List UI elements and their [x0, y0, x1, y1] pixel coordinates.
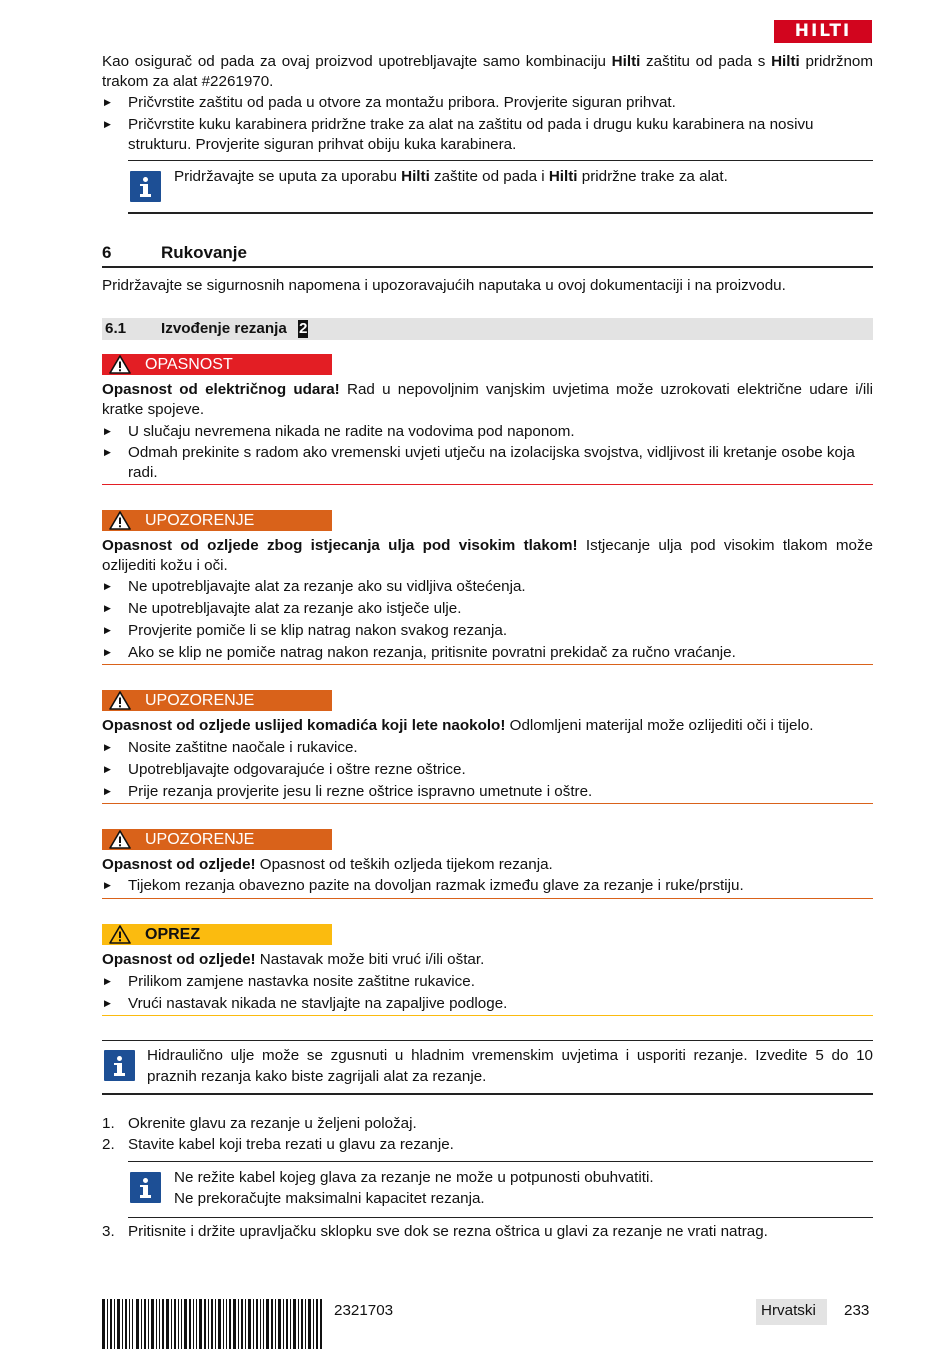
bullet-marker: ▶	[104, 581, 111, 591]
danger-divider	[102, 484, 873, 485]
caution-signal-box	[102, 924, 332, 945]
warning-divider	[102, 803, 873, 804]
caution-text: Opasnost od ozljede! Nastavak može biti vruć i/ili oštar.	[102, 951, 485, 968]
subsection-header	[102, 318, 873, 340]
danger-signal-word: OPASNOST	[145, 356, 233, 373]
bullet-marker: ▶	[104, 603, 111, 613]
bullet-marker: ▶	[104, 998, 111, 1008]
warning-bullet: Ne upotrebljavajte alat za rezanje ako istječe ulje.	[128, 600, 462, 617]
warning-triangle-icon	[109, 830, 131, 849]
caution-bullet: Prilikom zamjene nastavka nosite zaštitne rukavice.	[128, 973, 475, 990]
warning-bullet: Prije rezanja provjerite jesu li rezne oštrice ispravno umetnute i oštre.	[128, 783, 593, 800]
bullet-marker: ▶	[104, 764, 111, 774]
info-divider-bottom	[128, 1217, 873, 1218]
warning-bullet: Tijekom rezanja obavezno pazite na dovoljan razmak između glave za rezanje i ruke/prstiju.	[128, 877, 744, 894]
step-number: 3.	[102, 1223, 115, 1240]
warning-triangle-icon	[109, 691, 131, 710]
info-divider-top	[102, 1040, 873, 1041]
warning-divider	[102, 664, 873, 665]
intro-bullet: Pričvrstite kuku karabinera pridržne trake za alat na zaštitu od pada i drugu kuku karabinera na nosivu strukturu. Provjerite siguran prihvat obiju kuka karabinera.	[128, 116, 814, 153]
warning-divider	[102, 898, 873, 899]
warning-bullet: Ako se klip ne pomiče natrag nakon rezanja, pritisnite povratni prekidač za ručno vraćanje.	[128, 644, 736, 661]
bullet-marker: ▶	[104, 447, 111, 457]
bullet-marker: ▶	[104, 976, 111, 986]
document-number: 2321703	[334, 1302, 394, 1319]
warning-triangle-icon	[109, 511, 131, 530]
hilti-logo-text: HILTI	[794, 21, 852, 41]
bullet-marker: ▶	[104, 880, 111, 890]
info-icon	[104, 1050, 135, 1081]
section-number: 6	[102, 243, 112, 262]
step-number: 1.	[102, 1115, 115, 1132]
info-cable-line: Ne prekoračujte maksimalni kapacitet rezanja.	[174, 1190, 485, 1207]
warning-triangle-icon	[109, 355, 131, 374]
info-note-text: Pridržavajte se uputa za uporabu Hilti zaštite od pada i Hilti pridržne trake za alat.	[174, 168, 728, 185]
warning-signal-word: UPOZORENJE	[145, 831, 255, 848]
info-divider-bottom	[102, 1093, 873, 1095]
note-divider-bottom	[128, 212, 873, 214]
warning-bullet: Ne upotrebljavajte alat za rezanje ako su vidljiva oštećenja.	[128, 578, 526, 595]
intro-paragraph: Kao osigurač od pada za ovaj proizvod upotrebljavajte samo kombinaciju Hilti zaštitu od pada s Hilti pridržnom trakom za alat #2261970.	[102, 53, 873, 90]
subsection-title: Izvođenje rezanja	[161, 320, 287, 337]
warning-bullet: Nosite zaštitne naočale i rukavice.	[128, 739, 358, 756]
info-icon	[130, 171, 161, 202]
warning-signal-box	[102, 829, 332, 850]
caution-bullet: Vrući nastavak nikada ne stavljajte na zapaljive podloge.	[128, 995, 508, 1012]
warning-signal-word: UPOZORENJE	[145, 512, 255, 529]
step-number: 2.	[102, 1136, 115, 1153]
danger-signal-box	[102, 354, 332, 375]
language-label: Hrvatski	[761, 1302, 816, 1319]
warning-signal-word: UPOZORENJE	[145, 692, 255, 709]
info-icon	[130, 1172, 161, 1203]
bullet-marker: ▶	[104, 742, 111, 752]
step-text: Okrenite glavu za rezanje u željeni položaj.	[128, 1115, 417, 1132]
bullet-marker: ▶	[104, 426, 111, 436]
info-oil-text: Hidraulično ulje može se zgusnuti u hladnim vremenskim uvjetima i usporiti rezanje. Izvedite 5 do 10 praznih rezanja kako biste zagrijali alat za rezanje.	[147, 1047, 873, 1085]
info-cable-line: Ne režite kabel kojeg glava za rezanje ne može u potpunosti obuhvatiti.	[174, 1169, 654, 1186]
danger-text: Opasnost od električnog udara! Rad u nepovoljnim vanjskim uvjetima može uzrokovati električne udare i/ili kratke spojeve.	[102, 381, 873, 418]
hilti-logo	[774, 20, 872, 43]
danger-bullet: U slučaju nevremena nikada ne radite na vodovima pod naponom.	[128, 423, 575, 440]
barcode	[102, 1299, 322, 1349]
warning-signal-box	[102, 510, 332, 531]
step-text: Stavite kabel koji treba rezati u glavu za rezanje.	[128, 1136, 454, 1153]
intro-bullet: Pričvrstite zaštitu od pada u otvore za montažu pribora. Provjerite siguran prihvat.	[128, 94, 676, 111]
bullet-marker: ▶	[104, 786, 111, 796]
caution-divider	[102, 1015, 873, 1016]
section-divider	[102, 266, 873, 268]
note-divider-top	[128, 160, 873, 161]
info-divider-top	[128, 1161, 873, 1162]
warning-text: Opasnost od ozljede uslijed komadića koji lete naokolo! Odlomljeni materijal može ozlijediti oči i tijelo.	[102, 717, 814, 734]
bullet-marker: ▶	[104, 97, 111, 107]
warning-bullet: Provjerite pomiče li se klip natrag nakon svakog rezanja.	[128, 622, 508, 639]
bullet-marker: ▶	[104, 625, 111, 635]
section-intro-text: Pridržavajte se sigurnosnih napomena i upozoravajućih naputaka u ovoj dokumentaciji i na proizvodu.	[102, 277, 786, 294]
section-title: Rukovanje	[161, 243, 247, 262]
warning-text: Opasnost od ozljede! Opasnost od teških ozljeda tijekom rezanja.	[102, 856, 553, 873]
bullet-marker: ▶	[104, 647, 111, 657]
subsection-number: 6.1	[105, 320, 127, 337]
figure-reference: 2	[299, 320, 308, 337]
danger-bullet: Odmah prekinite s radom ako vremenski uvjeti utječu na izolacijska svojstva, vidljivost ili kretanje osobe koja radi.	[128, 444, 855, 481]
page-number: 233	[844, 1302, 870, 1319]
warning-text: Opasnost od ozljede zbog istjecanja ulja pod visokim tlakom! Istjecanje ulja pod visokim tlakom može ozlijediti kožu i oči.	[102, 537, 873, 574]
language-badge	[756, 1299, 827, 1325]
bullet-marker: ▶	[104, 119, 111, 129]
caution-signal-word: OPREZ	[145, 926, 201, 943]
warning-triangle-icon	[109, 925, 131, 944]
step-text: Pritisnite i držite upravljačku sklopku sve dok se rezna oštrica u glavi za rezanje ne vrati natrag.	[128, 1223, 768, 1240]
warning-signal-box	[102, 690, 332, 711]
warning-bullet: Upotrebljavajte odgovarajuće i oštre rezne oštrice.	[128, 761, 466, 778]
